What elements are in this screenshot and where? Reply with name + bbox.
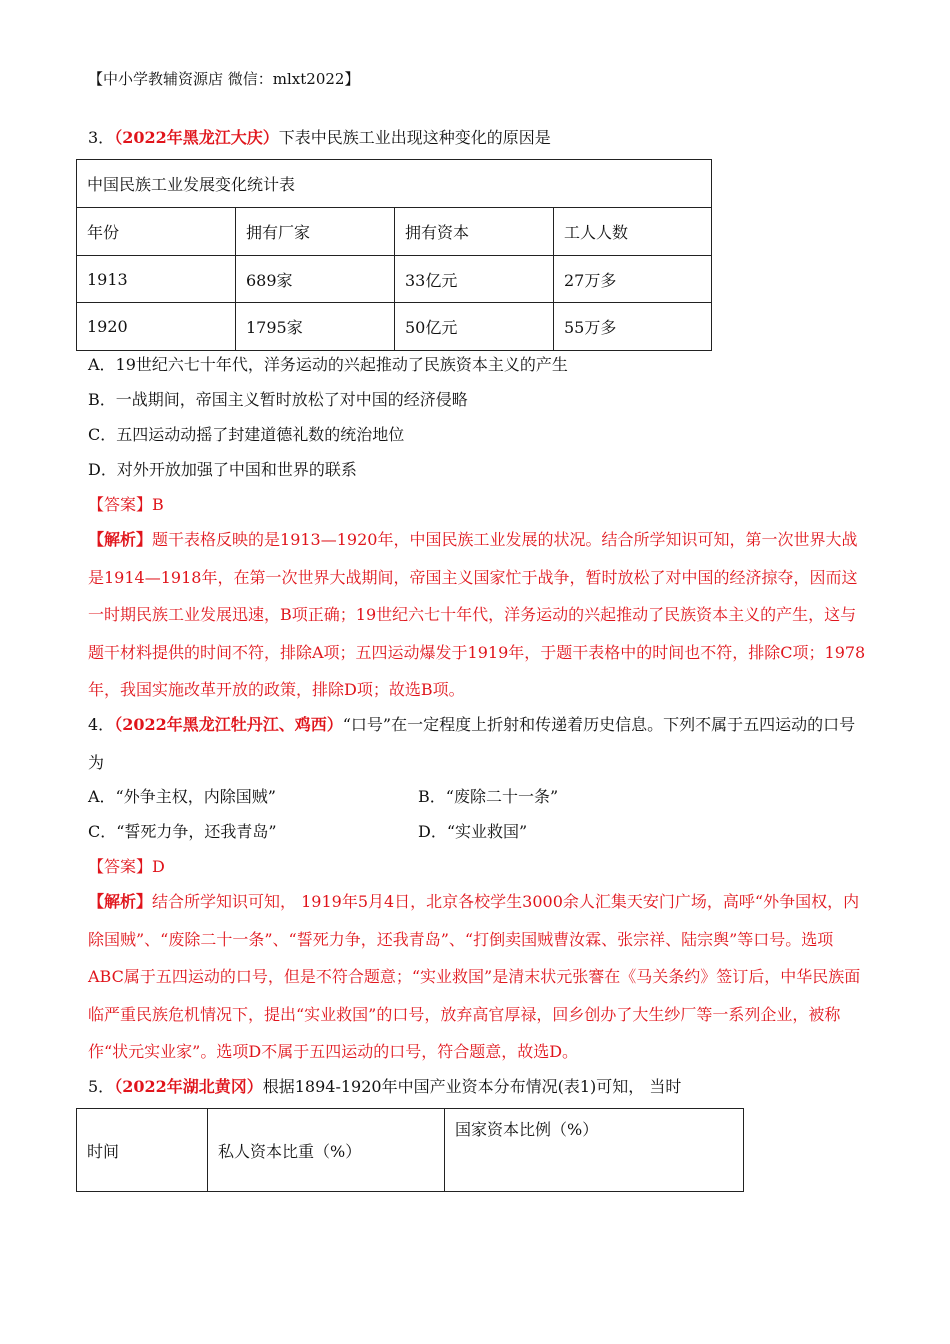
- table-cell: 689家: [236, 256, 395, 303]
- analysis-text: 题干表格反映的是1913—1920年，中国民族工业发展的状况。结合所学知识可知，第一次世界大战是1914—1918年，在第一次世界大战期间，帝国主义国家忙于战争，暂时放松了对中国的经济掠夺，因而这一时期民族工业发展迅速，B项正确；19世纪六七十年代，洋务运动的兴起推动了民族资本主义的产生，这与题干材料提供的时间不符，排除A项；五四运动爆发于1919年，于题干表格中的时间也不符，排除C项；1978年，我国实施改革开放的政策，排除D项；故选B项。: [88, 530, 866, 699]
- question-source: （2022年湖北黄冈）: [114, 1077, 263, 1096]
- table-cell: 1913: [77, 256, 236, 303]
- table-header-cell: 国家资本比例（%）: [445, 1109, 744, 1192]
- analysis-text: 结合所学知识可知， 1919年5月4日，北京各校学生3000余人汇集天安门广场，高呼“外争国权，内除国贼”、“废除二十一条”、“誓死力争，还我青岛”、“打倒卖国贼曹汝霖、张宗祥、陆宗舆”等口号。选项ABC属于五四运动的口号，但是不符合题意；“实业救国”是清末状元张謇在《马关条约》签订后，中华民族面临严重民族危机情况下，提出“实业救国”的口号，放弃高官厚禄，回乡创办了大生纱厂等一系列企业，被称作“状元实业家”。选项D不属于五四运动的口号，符合题意，故选D。: [88, 892, 861, 1061]
- q3-statistics-table: [76, 159, 712, 351]
- question-number: 4．: [88, 715, 115, 734]
- q4-answer: 【答案】D: [88, 857, 165, 876]
- table-cell: 33亿元: [395, 256, 554, 303]
- table-header-cell: 工人人数: [554, 208, 712, 256]
- table-row: [77, 303, 712, 351]
- header-watermark: 【中小学教辅资源店 微信：mlxt2022】: [88, 70, 360, 88]
- table-header-cell: 拥有资本: [395, 208, 554, 256]
- table-header-row: [77, 208, 712, 256]
- question-text: 下表中民族工业出现这种变化的原因是: [278, 128, 551, 147]
- table-cell: 50亿元: [395, 303, 554, 351]
- q5-capital-table: [76, 1108, 744, 1192]
- table-header-cell: 拥有厂家: [236, 208, 395, 256]
- question-text: “口号”在一定程度上折射和传递着历史信息。下列不属于五四运动的口号为: [88, 715, 856, 772]
- q4-option-a: A．“外争主权，内除国贼”: [88, 787, 276, 806]
- q3-answer: 【答案】B: [88, 495, 164, 514]
- table-header-cell: 私人资本比重（%）: [208, 1109, 445, 1192]
- question-5-stem: [88, 1076, 681, 1098]
- table-cell: 1920: [77, 303, 236, 351]
- question-4-stem: [88, 706, 863, 781]
- table-row: [77, 256, 712, 303]
- q3-option-a: A．19世纪六七十年代，洋务运动的兴起推动了民族资本主义的产生: [88, 355, 568, 374]
- question-source: （2022年黑龙江大庆）: [114, 128, 279, 147]
- q4-option-b: B．“废除二十一条”: [418, 787, 559, 806]
- q3-option-b: B．一战期间，帝国主义暂时放松了对中国的经济侵略: [88, 390, 468, 409]
- question-number: 5．: [88, 1077, 115, 1096]
- q4-analysis: [88, 883, 863, 1071]
- table-header-row: [77, 1109, 744, 1192]
- q4-option-d: D．“实业救国”: [418, 822, 528, 841]
- table-cell: 55万多: [554, 303, 712, 351]
- q3-option-c: C．五四运动动摇了封建道德礼数的统治地位: [88, 425, 405, 444]
- question-text: 根据1894-1920年中国产业资本分布情况(表1)可知， 当时: [262, 1077, 682, 1096]
- analysis-tag: 【解析】: [88, 892, 153, 911]
- table-title: 中国民族工业发展变化统计表: [77, 160, 712, 208]
- question-source: （2022年黑龙江牡丹江、鸡西）: [114, 715, 343, 734]
- question-3-stem: [88, 127, 551, 149]
- table-header-cell: 年份: [77, 208, 236, 256]
- analysis-tag: 【解析】: [88, 530, 153, 549]
- q3-option-d: D．对外开放加强了中国和世界的联系: [88, 460, 357, 479]
- question-number: 3．: [88, 128, 115, 147]
- table-cell: 27万多: [554, 256, 712, 303]
- table-header-cell: 时间: [77, 1109, 208, 1192]
- q3-analysis: [88, 521, 868, 709]
- table-cell: 1795家: [236, 303, 395, 351]
- q4-option-c: C．“誓死力争，还我青岛”: [88, 822, 277, 841]
